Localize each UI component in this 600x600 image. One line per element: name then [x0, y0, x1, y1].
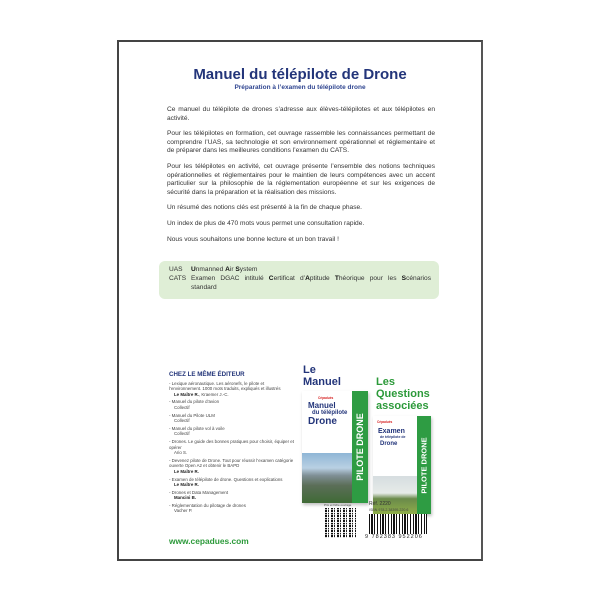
book-title: de télépilote de: [380, 435, 406, 439]
qr-code[interactable]: [325, 508, 356, 538]
def-part: ir: [229, 266, 236, 273]
paragraph: Pour les télépilotes en activité, cet ouvrage présente l’ensemble des notions techniques opérationnelles et réglementaires pour le maintien de leurs compétences avec un accent particulier sur la philosophie de la réglementation européenne et sur les exigences de sécurité dans la préparation et la réalisation des missions.: [167, 162, 435, 196]
item-author: [169, 469, 297, 475]
glossary-box: [159, 261, 439, 299]
initial: A: [305, 275, 310, 282]
author-rest: Collectif: [174, 418, 190, 424]
author-bold: Mancini B.: [174, 495, 196, 501]
def-part: cénarios standard: [191, 275, 431, 291]
publisher-logo: Cépaduès: [377, 420, 393, 424]
book-title: Examen: [378, 428, 405, 435]
item-title: - Manuel du Pilote ULM: [169, 412, 215, 418]
paragraph: Un index de plus de 470 mots vous permet une consultation rapide.: [167, 219, 365, 227]
same-publisher-list: [169, 372, 297, 516]
list-item: [169, 399, 297, 410]
item-title: - Devenez pilote de Drone. Tout pour réussir l’examen catégorie ouverte Open A2 et obtenir le BAPD: [169, 457, 294, 469]
item-author: [169, 495, 297, 501]
author-rest: , Kraemer J.-C.: [198, 391, 229, 397]
spine-text: PILOTE DRONE: [355, 413, 366, 481]
initial: U: [191, 266, 196, 273]
item-author: [169, 482, 297, 488]
glossary-abbr: CATS: [169, 275, 187, 282]
reference-number: Réf. 2220: [369, 501, 391, 507]
list-item: [169, 426, 297, 437]
def-part: nmanned: [195, 266, 226, 273]
initial: C: [268, 275, 274, 282]
author-rest: Collectif: [174, 431, 190, 437]
item-title: - Lexique aéronautique. Les aéronefs, le pilote et l’environnement. 1000 mots traduits, expliqués et illustrés: [169, 380, 281, 392]
glossary-definition: [191, 275, 431, 292]
cover-photo: [302, 453, 352, 503]
page-title: Manuel du télépilote de Drone: [193, 66, 407, 83]
list-item: [169, 458, 297, 475]
def-part: ptitude: [309, 275, 335, 282]
label-questions: Les Questions associées: [376, 376, 430, 412]
website-link[interactable]: www.cepadues.com: [169, 536, 249, 546]
publisher-logo: Cépaduès: [318, 396, 334, 400]
book-spine: [417, 416, 431, 514]
item-title: - Réglementation du pilotage de drones: [169, 502, 246, 508]
paragraph: Nous vous souhaitons une bonne lecture et un bon travail !: [167, 235, 339, 243]
item-author: [169, 418, 297, 424]
qr-caption: Prix et fiche ouvrage: [324, 503, 352, 507]
item-title: - Examen de télépilote de drone. Questions et explications: [169, 476, 283, 482]
item-author: [169, 392, 297, 398]
item-title: - Manuel du pilote vol à voile: [169, 425, 225, 431]
author-rest: Vacher P.: [174, 508, 193, 514]
initial: T: [334, 275, 339, 282]
paragraph: Un résumé des notions clés est présenté à la fin de chaque phase.: [167, 204, 363, 212]
author-rest: Ario S.: [174, 450, 188, 456]
list-item: [169, 413, 297, 424]
back-cover-page: [117, 40, 483, 561]
list-item: [169, 503, 297, 514]
initial: S: [235, 266, 240, 273]
item-title: - Manuel du pilote d’avion: [169, 399, 220, 405]
item-author: [169, 508, 297, 514]
initial: A: [225, 266, 230, 273]
author-bold: Le Maître R.: [174, 482, 199, 488]
list-item: [169, 477, 297, 488]
def-part: ystem: [239, 266, 258, 273]
item-title: - Drones et Data Management: [169, 489, 229, 495]
book-cover-manual: [302, 391, 368, 503]
initial: S: [401, 275, 407, 282]
book-title: Drone: [380, 441, 398, 447]
list-heading: CHEZ LE MÊME ÉDITEUR: [169, 371, 245, 378]
paragraph: Ce manuel du télépilote de drones s’adresse aux élèves-télépilotes et aux télépilotes en activité.: [167, 106, 435, 122]
glossary-definition: [191, 266, 431, 275]
item-author: [169, 431, 297, 437]
author-bold: Le Maître R.: [174, 391, 199, 397]
page-subtitle: Préparation à l’examen du télépilote drone: [234, 84, 366, 91]
isbn: ISBN 978.2.38395.220.6: [369, 508, 409, 512]
book-cover-questions: [373, 416, 431, 514]
book-spine: [352, 391, 368, 503]
list-item: [169, 490, 297, 501]
label-manual: Le Manuel: [303, 364, 341, 388]
paragraph: Pour les télépilotes en formation, cet ouvrage rassemble les connaissances permettant de comprendre l’UAS, sa technologie et son environnement opérationnel et réglementaire et de préparer dans les meilleures conditions l’examen du CATS.: [167, 130, 435, 155]
list-item: [169, 381, 297, 398]
list-item: [169, 439, 297, 456]
book-title: du télépilote: [312, 410, 348, 416]
glossary-row-cats: [169, 275, 431, 292]
item-author: [169, 405, 297, 411]
def-part: héorique pour les: [338, 275, 402, 282]
item-author: [169, 450, 297, 456]
spine-text: PILOTE DRONE: [419, 436, 429, 494]
barcode-number: 9 782383 952206: [365, 534, 423, 540]
item-title: - Drones. Le guide des bonnes pratiques pour choisir, équiper et opérer: [169, 438, 294, 450]
barcode: [369, 514, 427, 534]
book-title: Manuel: [308, 401, 336, 410]
glossary-row-uas: [169, 266, 431, 275]
author-rest: Collectif: [174, 404, 190, 410]
author-bold: Le Maître R.: [174, 468, 199, 474]
def-part: ertificat d’: [273, 275, 306, 282]
def-part: Examen DGAC intitulé: [191, 275, 269, 282]
book-title: Drone: [308, 416, 337, 427]
description-text: [167, 106, 435, 251]
glossary-abbr: UAS: [169, 266, 183, 273]
